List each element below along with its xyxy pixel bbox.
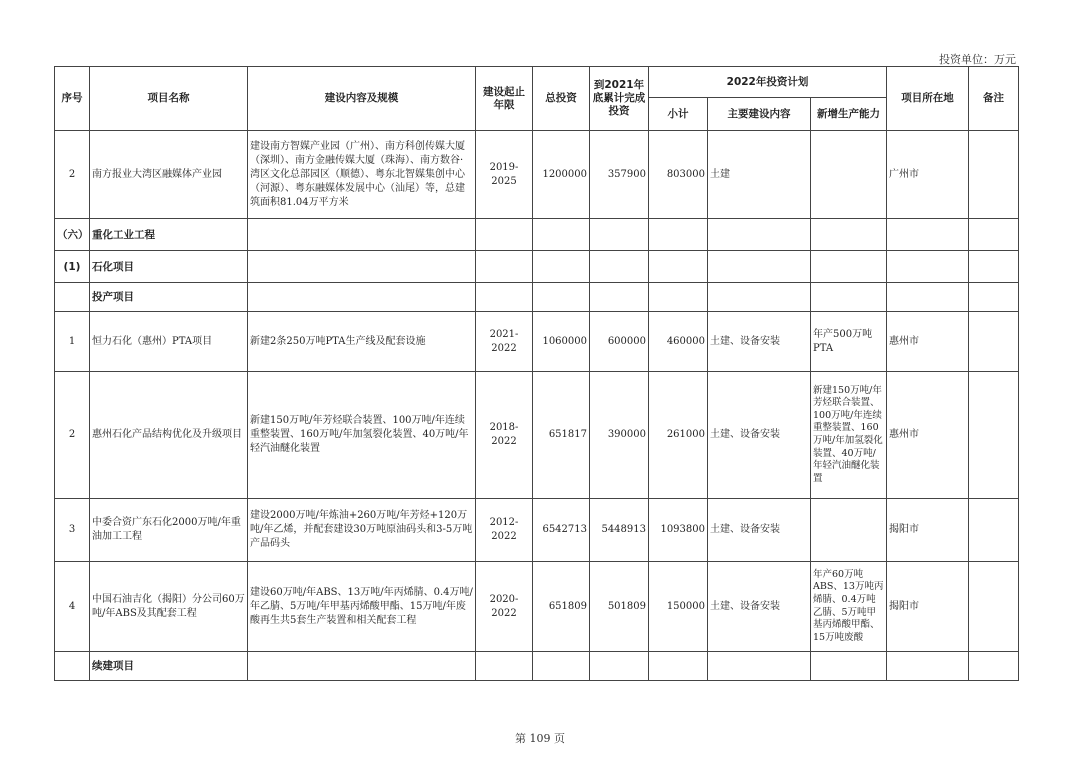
cell-period: 2012-2022: [476, 499, 533, 562]
cell-name: 南方报业大湾区融媒体产业园: [90, 131, 248, 219]
investment-table: [54, 66, 1019, 681]
cell-period: 2020-2022: [476, 562, 533, 652]
header-completed: 到2021年底累计完成投资: [590, 67, 649, 131]
section-row: [55, 219, 1019, 251]
cell-subtotal: 150000: [649, 562, 708, 652]
cell-total: 651809: [533, 562, 590, 652]
cell-period: 2021-2022: [476, 312, 533, 372]
cell-seq: 1: [55, 312, 90, 372]
section-seq: （六）: [55, 219, 90, 251]
header-new-capacity: 新增生产能力: [811, 98, 887, 131]
table-row: [55, 562, 1019, 652]
cell-content: 建设2000万吨/年炼油+260万吨/年芳烃+120万吨/年乙烯，并配套建设30万吨原油码头和3-5万吨产品码头: [248, 499, 476, 562]
table-row: [55, 312, 1019, 372]
cell-new-capacity: [811, 131, 887, 219]
cell-main-content: 土建、设备安装: [708, 312, 811, 372]
section-row: [55, 283, 1019, 312]
header-name: 项目名称: [90, 67, 248, 131]
cell-subtotal: 1093800: [649, 499, 708, 562]
cell-new-capacity: [811, 499, 887, 562]
cell-completed: 600000: [590, 312, 649, 372]
cell-main-content: 土建、设备安装: [708, 562, 811, 652]
header-remarks: 备注: [969, 67, 1019, 131]
cell-completed: 5448913: [590, 499, 649, 562]
cell-new-capacity: 年产500万吨PTA: [811, 312, 887, 372]
cell-subtotal: 803000: [649, 131, 708, 219]
cell-location: 揭阳市: [887, 562, 969, 652]
header-location: 项目所在地: [887, 67, 969, 131]
page-number: 第 109 页: [515, 732, 565, 745]
header-period: 建设起止年限: [476, 67, 533, 131]
cell-location: 惠州市: [887, 372, 969, 499]
cell-completed: 357900: [590, 131, 649, 219]
cell-completed: 501809: [590, 562, 649, 652]
cell-remarks: [969, 499, 1019, 562]
cell-period: 2019-2025: [476, 131, 533, 219]
section-name: 续建项目: [90, 652, 248, 681]
cell-content: 新建150万吨/年芳烃联合装置、100万吨/年连续重整装置、160万吨/年加氢裂化装置、40万吨/年轻汽油醚化装置: [248, 372, 476, 499]
cell-location: 揭阳市: [887, 499, 969, 562]
cell-remarks: [969, 562, 1019, 652]
cell-location: 广州市: [887, 131, 969, 219]
cell-content: 新建2条250万吨PTA生产线及配套设施: [248, 312, 476, 372]
cell-seq: 2: [55, 131, 90, 219]
cell-total: 1200000: [533, 131, 590, 219]
header-seq: 序号: [55, 67, 90, 131]
cell-location: 惠州市: [887, 312, 969, 372]
section-name: 重化工业工程: [90, 219, 248, 251]
header-content: 建设内容及规模: [248, 67, 476, 131]
header-subtotal: 小计: [649, 98, 708, 131]
cell-seq: 2: [55, 372, 90, 499]
header-main-content: 主要建设内容: [708, 98, 811, 131]
investment-unit-note: 投资单位：万元: [939, 53, 1016, 66]
cell-remarks: [969, 131, 1019, 219]
cell-period: 2018-2022: [476, 372, 533, 499]
cell-seq: 3: [55, 499, 90, 562]
section-name: 石化项目: [90, 251, 248, 283]
cell-remarks: [969, 312, 1019, 372]
header-row-top: [55, 67, 1019, 98]
section-row: [55, 251, 1019, 283]
cell-name: 恒力石化（惠州）PTA项目: [90, 312, 248, 372]
header-plan-2022: 2022年投资计划: [649, 67, 887, 98]
cell-new-capacity: 新建150万吨/年芳烃联合装置、100万吨/年连续重整装置、160万吨/年加氢裂化装置、40万吨/年轻汽油醚化装置: [811, 372, 887, 499]
cell-total: 6542713: [533, 499, 590, 562]
cell-name: 中国石油吉化（揭阳）分公司60万吨/年ABS及其配套工程: [90, 562, 248, 652]
table-row: [55, 131, 1019, 219]
cell-subtotal: 460000: [649, 312, 708, 372]
cell-subtotal: 261000: [649, 372, 708, 499]
cell-completed: 390000: [590, 372, 649, 499]
section-name: 投产项目: [90, 283, 248, 312]
section-seq: (1): [55, 251, 90, 283]
section-row: [55, 652, 1019, 681]
table-row: [55, 499, 1019, 562]
cell-total: 651817: [533, 372, 590, 499]
table-row: [55, 372, 1019, 499]
cell-content: 建设60万吨/年ABS、13万吨/年丙烯腈、0.4万吨/年乙腈、5万吨/年甲基丙烯酸甲酯、15万吨/年废酸再生共5套生产装置和相关配套工程: [248, 562, 476, 652]
cell-main-content: 土建、设备安装: [708, 372, 811, 499]
cell-new-capacity: 年产60万吨ABS、13万吨丙烯腈、0.4万吨乙腈、5万吨甲基丙烯酸甲酯、15万吨废酸: [811, 562, 887, 652]
cell-name: 中委合资广东石化2000万吨/年重油加工工程: [90, 499, 248, 562]
header-total: 总投资: [533, 67, 590, 131]
cell-total: 1060000: [533, 312, 590, 372]
cell-content: 建设南方智媒产业园（广州）、南方科创传媒大厦（深圳）、南方金融传媒大厦（珠海）、南方数谷·湾区文化总部园区（顺德）、粤东北智媒集创中心（河源）、粤东融媒体发展中心（汕尾）等，总建筑面积81.04万平方米: [248, 131, 476, 219]
cell-main-content: 土建、设备安装: [708, 499, 811, 562]
cell-seq: 4: [55, 562, 90, 652]
cell-main-content: 土建: [708, 131, 811, 219]
cell-remarks: [969, 372, 1019, 499]
cell-name: 惠州石化产品结构优化及升级项目: [90, 372, 248, 499]
